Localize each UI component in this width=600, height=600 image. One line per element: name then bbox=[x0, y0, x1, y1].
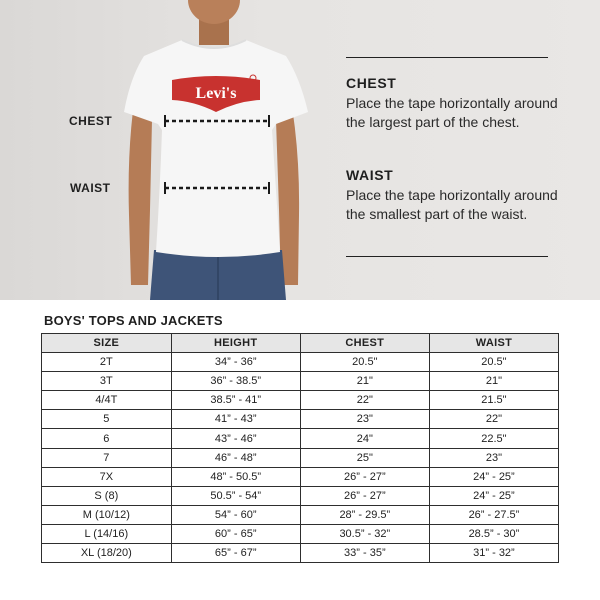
size-cell: L (14/16) bbox=[42, 524, 172, 543]
chest-cell: 24" bbox=[300, 429, 429, 448]
chest-title: CHEST bbox=[346, 75, 397, 91]
chest-cell: 26” - 27” bbox=[300, 467, 429, 486]
waist-title: WAIST bbox=[346, 167, 394, 183]
boy-model-illustration bbox=[0, 0, 340, 300]
size-cell: S (8) bbox=[42, 486, 172, 505]
size-cell: 3T bbox=[42, 372, 172, 391]
height-cell: 36” - 38.5” bbox=[171, 372, 300, 391]
size-cell: 4/4T bbox=[42, 391, 172, 410]
waist-instructions bbox=[346, 167, 561, 223]
chest-cell: 21" bbox=[300, 372, 429, 391]
header-waist: WAIST bbox=[429, 334, 558, 353]
waist-cell: 28.5” - 30” bbox=[429, 524, 558, 543]
chest-body: Place the tape horizontally around the largest part of the chest. bbox=[346, 95, 558, 130]
chest-cell: 28” - 29.5” bbox=[300, 505, 429, 524]
chest-instructions bbox=[346, 75, 561, 131]
waist-cell: 21.5" bbox=[429, 391, 558, 410]
waist-body: Place the tape horizontally around the smallest part of the waist. bbox=[346, 187, 558, 222]
size-cell: XL (18/20) bbox=[42, 544, 172, 563]
height-cell: 43” - 46” bbox=[171, 429, 300, 448]
table-row bbox=[42, 410, 559, 429]
height-cell: 50.5” - 54” bbox=[171, 486, 300, 505]
table-header-row bbox=[42, 334, 559, 353]
table-row bbox=[42, 353, 559, 372]
size-cell: 7 bbox=[42, 448, 172, 467]
header-chest: CHEST bbox=[300, 334, 429, 353]
waist-cell: 23" bbox=[429, 448, 558, 467]
height-cell: 54” - 60” bbox=[171, 505, 300, 524]
size-cell: 2T bbox=[42, 353, 172, 372]
waist-cell: 24” - 25” bbox=[429, 486, 558, 505]
table-row bbox=[42, 448, 559, 467]
chest-cell: 33” - 35” bbox=[300, 544, 429, 563]
logo-text: Levi's bbox=[195, 85, 237, 102]
height-cell: 34” - 36” bbox=[171, 353, 300, 372]
header-height: HEIGHT bbox=[171, 334, 300, 353]
divider-top bbox=[346, 57, 548, 58]
table-row bbox=[42, 372, 559, 391]
table-row bbox=[42, 391, 559, 410]
chest-marker-label: CHEST bbox=[69, 114, 113, 128]
waist-cell: 31” - 32” bbox=[429, 544, 558, 563]
height-cell: 60” - 65” bbox=[171, 524, 300, 543]
size-chart-title: BOYS' TOPS AND JACKETS bbox=[44, 313, 223, 328]
divider-bottom bbox=[346, 256, 548, 257]
table-row bbox=[42, 429, 559, 448]
height-cell: 38.5” - 41” bbox=[171, 391, 300, 410]
size-cell: 5 bbox=[42, 410, 172, 429]
waist-cell: 20.5" bbox=[429, 353, 558, 372]
chest-cell: 20.5" bbox=[300, 353, 429, 372]
size-cell: M (10/12) bbox=[42, 505, 172, 524]
height-cell: 41” - 43” bbox=[171, 410, 300, 429]
height-cell: 48” - 50.5” bbox=[171, 467, 300, 486]
waist-cell: 24” - 25” bbox=[429, 467, 558, 486]
table-row bbox=[42, 544, 559, 563]
waist-cell: 26” - 27.5” bbox=[429, 505, 558, 524]
table-row bbox=[42, 524, 559, 543]
table-row bbox=[42, 467, 559, 486]
waist-cell: 21" bbox=[429, 372, 558, 391]
size-cell: 7X bbox=[42, 467, 172, 486]
chest-cell: 22" bbox=[300, 391, 429, 410]
waist-marker-label: WAIST bbox=[70, 181, 111, 195]
waist-cell: 22" bbox=[429, 410, 558, 429]
chest-cell: 26” - 27” bbox=[300, 486, 429, 505]
chest-cell: 23" bbox=[300, 410, 429, 429]
waist-cell: 22.5" bbox=[429, 429, 558, 448]
table-row bbox=[42, 505, 559, 524]
height-cell: 46” - 48” bbox=[171, 448, 300, 467]
chest-cell: 25" bbox=[300, 448, 429, 467]
chest-cell: 30.5” - 32” bbox=[300, 524, 429, 543]
size-cell: 6 bbox=[42, 429, 172, 448]
header-size: SIZE bbox=[42, 334, 172, 353]
height-cell: 65” - 67” bbox=[171, 544, 300, 563]
size-chart-table bbox=[41, 333, 559, 563]
table-row bbox=[42, 486, 559, 505]
